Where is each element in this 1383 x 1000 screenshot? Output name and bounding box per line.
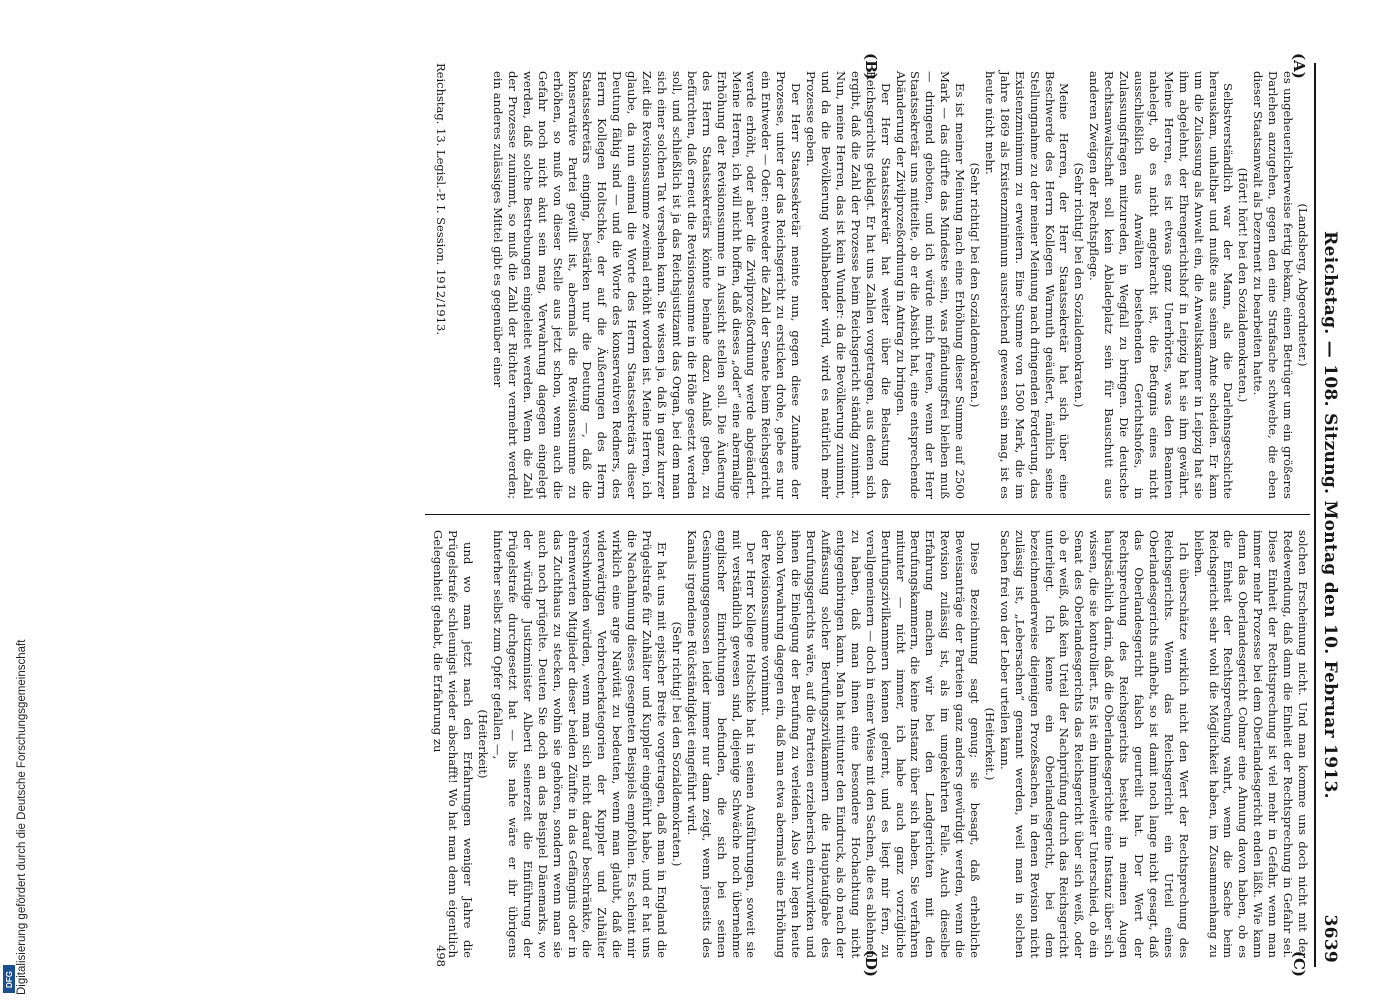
paragraph: Der Herr Staatssekretär hat weiter über die Belastung des Reichsgerichts geklagt. Er hat uns Zahlen vorgetragen, aus denen sich ergibt, daß die Zahl der Prozesse beim Reichsgericht ständig zunimmt. Nun, meine Herren, das ist kein Wunder: da die Bevölkerung zunimmt, und da die Bevölkerung wohlhabender wird, wird es natürlich mehr Prozesse geben. <box>804 71 893 499</box>
page-number-bottom: 498 <box>434 945 448 967</box>
funding-note: Digitalisierung gefördert durch die Deutsche Forschungsgemeinschaft <box>16 639 28 995</box>
interjection: (Heiterkeit) <box>476 709 491 779</box>
speaker-line: (Landsberg, Abgeordneter.) <box>1296 203 1310 367</box>
paragraph: Der Herr Kollege Holtschke hat in seinen Ausführungen, soweit sie mit verständlich gewesen sind, diejenige Schwäche noch übernehme englischer Einrichtungen befunden, die sich bei seinen Gesinnungsgenossen leider immer nur dann zeigt, wenn jenseits des Kanals irgendeine Rückständigkeit eingeführt wird. <box>684 530 759 958</box>
margin-mark-c: (C) <box>1290 950 1308 977</box>
margin-mark-a: (A) <box>1290 53 1308 79</box>
interjection: (Sehr richtig! bei den Sozialdemokraten.) <box>968 162 983 408</box>
footer-imprint: Reichstag. 13. Legisl.-P. I. Session. 1912/1913. <box>434 63 448 336</box>
interjection: (Sehr richtig! bei den Sozialdemokraten.) <box>1072 162 1087 408</box>
column-divider <box>425 514 1310 515</box>
page-header <box>1314 63 1342 967</box>
page-number-top: 3639 <box>1320 914 1340 963</box>
paragraph: Selbstverständlich war der Mann, als die Darlehnsgeschichte herauskam, unhaltbar und mußte aus seinem Amte scheiden. Er kam um die Zulassung als Anwalt ein, die Anwaltskammer in Leipzig hat sie ihm abgelehnt, der Ehrengerichtshof in Leipzig hat sie ihm gewährt. Meine Herren, es ist etwas ganz Unerhörtes, was den Beamten nahelegt, ob es nicht angebracht ist, die Befugnis eines nicht ausschließlich aus Anwälten bestehenden Gerichtshofes, in Zulassungsfragen mitzureden, in Wegfall zu bringen. Die deutsche Rechtsanwaltschaft soll kein Abladeplatz sein für Bauschutt aus anderen Zweigen der Rechtspflege. <box>1087 71 1236 499</box>
paragraph: Es ist meiner Meinung nach eine Erhöhung dieser Summe auf 2500 Mark — das dürfte das Mindeste sein, was pfändungsfrei bleiben muß — dringend geboten, und ich würde mich freuen, wenn der Herr Staatssekretär uns mitteilte, ob er die Absicht hat, eine entsprechende Abänderung der Zivilprozeßordnung in Antrag zu bringen. <box>893 71 968 499</box>
paragraph: Der Herr Staatssekretär meinte nun, gegen diese Zunahme der Prozesse, unter der das Reichsgericht zu ersticken drohe, gebe es nur ein Entweder — Oder: entweder die Zahl der Senate beim Reichsgericht werde erhöht, oder aber die Zivilprozeßordnung werde abgeändert. Meine Herren, ich will nicht hoffen, daß dieses „oder“ eine abermalige Erhöhung der Revisionssumme in Aussicht stellen soll. Die Äußerung des Herrn Staatssekretärs könnte beinahe dazu Anlaß geben, zu befürchten, daß erneut die Revisionssumme in die Höhe gesetzt werden soll, und schließlich ist ja das Reichsjustizamt das Organ, bei dem man sich einer solchen Tat versehen kann. Sie wissen ja, daß in ganz kurzer Zeit die Revisionssumme zweimal erhöht worden ist. Meine Herren, ich glaube, da nun einmal die Worte des Herrn Staatssekretärs dieser Deutung fähig sind — und die Worte des konservativen Redners, des Herrn Kollegen Holtschke, der auf die Äußerungen des Herrn Staatssekretärs einging, bestärken nur die Deutung —, daß die konservative Partei gewillt ist, abermals die Revisionssumme zu erhöhen, so muß von dieser Stelle aus jetzt schon, wenn auch die Gefahr noch nicht akut sein mag, Verwahrung dagegen eingelegt werden, daß solche Bestrebungen eingeleitet werden. Wenn die Zahl der Prozesse zunimmt, so muß die Zahl der Richter vermehrt werden; ein anderes zulässiges Mittel gibt es gegenüber einer <box>491 71 804 499</box>
left-column <box>425 63 1310 507</box>
paragraph: Meine Herren, der Herr Staatssekretär hat sich über eine Beschwerde des Herrn Kollegen Warmuth geäußert, nämlich seine Stellungnahme zu der meiner Meinung nach dringenden Forderung, das Existenzminimum zu erweitern. Eine Summe von 1500 Mark, die im Jahre 1869 als Existenzminimum ausreichend gewesen sein mag, ist es heute nicht mehr. <box>982 71 1072 499</box>
interjection: (Hört! hört! bei den Sozialdemokraten.) <box>1236 167 1251 403</box>
page-footer <box>434 63 448 967</box>
paragraph: es ungeheuerlicherweise fertig bekam, einen Betrüger um ein größeres Darlehen anzugehen, gegen den eine Strafsache schwebte, die eben dieser Staatsanwalt als Dezernent zu bearbeiten hatte. <box>1251 71 1296 499</box>
running-head: Reichstag. — 108. Sitzung. Montag den 10. Februar 1913. <box>1320 231 1340 799</box>
margin-mark-d: (D) <box>862 949 880 977</box>
interjection: (Heiterkeit.) <box>982 707 997 781</box>
dfg-logo-text: DFG <box>4 970 14 988</box>
rotated-page <box>62 55 1342 975</box>
right-column <box>425 522 1310 966</box>
paragraph: und wo man jetzt nach den Erfahrungen weniger Jahre die Prügelstrafe schleunigst wieder abschafft! Wo hat man denn eigentlich Gelegenheit gehabt, die Erfahrung zu <box>431 530 476 958</box>
dfg-logo <box>3 965 15 993</box>
margin-mark-b: (B) <box>862 53 880 80</box>
paragraph: Er hat uns mit epischer Breite vorgetragen, daß man in England die Prügelstrafe für Zuhälter und Kuppler eingeführt habe, und er hat uns die Nachahmung dieses gesegneten Beispiels empfohlen. Es scheint mir wirklich eine arge Naivität zu bedeuten, wenn man glaubt, daß die widerwärtigen Verbrecherkategorien der Kuppler und Zuhälter verschwinden würden, wenn man sich nicht darauf beschränkte, die ehrenwerten Mitglieder dieser beiden Zünfte in das Gefängnis oder in das Zuchthaus zu stecken, wohin sie gehören, sondern wenn man sie auch noch prügelte. Deuten Sie doch an das Beispiel Dänemarks, wo der würdige Justizminister Alberti seinerzeit die Einführung der Prügelstrafe durchgesetzt hat — bis nahe wäre er ihr übrigens hinterher selbst zum Opfer gefallen —, <box>491 530 670 958</box>
interjection: (Sehr richtig! bei den Sozialdemokraten.) <box>669 621 684 867</box>
text-columns <box>425 63 1310 967</box>
paragraph: Diese Bezeichnung sagt genug; sie besagt, daß erhebliche Beweisanträge der Parteien ganz anders gewürdigt werden, wenn die Revision zulässig ist, als im umgekehrten Falle. Auch dieselbe Erfahrung machen wir bei den Landgerichten mit den Berufungskammern, die keine Instanz über sich haben. Sie verfahren mitunter — nicht immer, ich habe auch ganz vorzügliche Berufungszivilkammern kennen gelernt, und es liegt mir fern, zu verallgemeinern — doch in einer Weise mit den Sachen, die es ablehnen zu haben, daß man ihnen eine besondere Hochachtung nicht entgegenbringen kann. Man hat mitunter den Eindruck, als ob nach der Auffassung solcher Berufungszivilkammern die Hauptaufgabe des Berufungsgerichts wäre, auf die Parteien erzieherisch einzuwirken und ihnen die Einlegung der Berufung zu verleiden. Also wir legen heute schon Verwahrung dagegen ein, daß man etwa abermals eine Erhöhung der Revisionssumme vornimmt. <box>759 530 983 958</box>
paragraph: Ich überschätze wirklich nicht den Wert der Rechtsprechung des Reichsgerichts. Wenn das Reichsgericht ein Urteil eines Oberlandesgerichts aufhebt, so ist damit noch lange nicht gesagt, daß das Oberlandesgericht falsch geurteilt hat. Der Wert der Rechtsprechung des Reichsgerichts besteht in meinen Augen hauptsächlich darin, daß die Oberlandesgerichte eine Instanz über sich wissen, die sie kontrolliert. Es ist ein himmelweiter Unterschied, ob ein Senat des Oberlandesgerichts das Reichsgericht über sich weiß, oder ob er weiß, daß kein Urteil der Nachprüfung durch das Reichsgericht unterliegt. Ich kenne ein Oberlandesgericht, bei dem bezeichnenderweise diejenigen Prozeßsachen, in denen Revision nicht zulässig ist, „Lebersachen“ genannt werden, weil man in solchen Sachen frei von der Leber urteilen kann. <box>997 530 1191 958</box>
paragraph: solchen Erscheinung nicht. Und man komme uns doch nicht mit der Redewendung, daß dann die Einheit der Rechtsprechung in Gefahr sei. Diese Einheit der Rechtsprechung ist viel mehr in Gefahr, wenn man immer mehr Prozesse bei dem Oberlandesgericht enden läßt. Wie kann denn das Oberlandesgericht Colmar eine Ahnung davon haben, ob es die Einheit der Rechtsprechung wahrt, wenn die Sache beim Reichsgericht sehr wohl die Möglichkeit haben, im Zusammenhang zu bleiben. <box>1191 530 1310 958</box>
